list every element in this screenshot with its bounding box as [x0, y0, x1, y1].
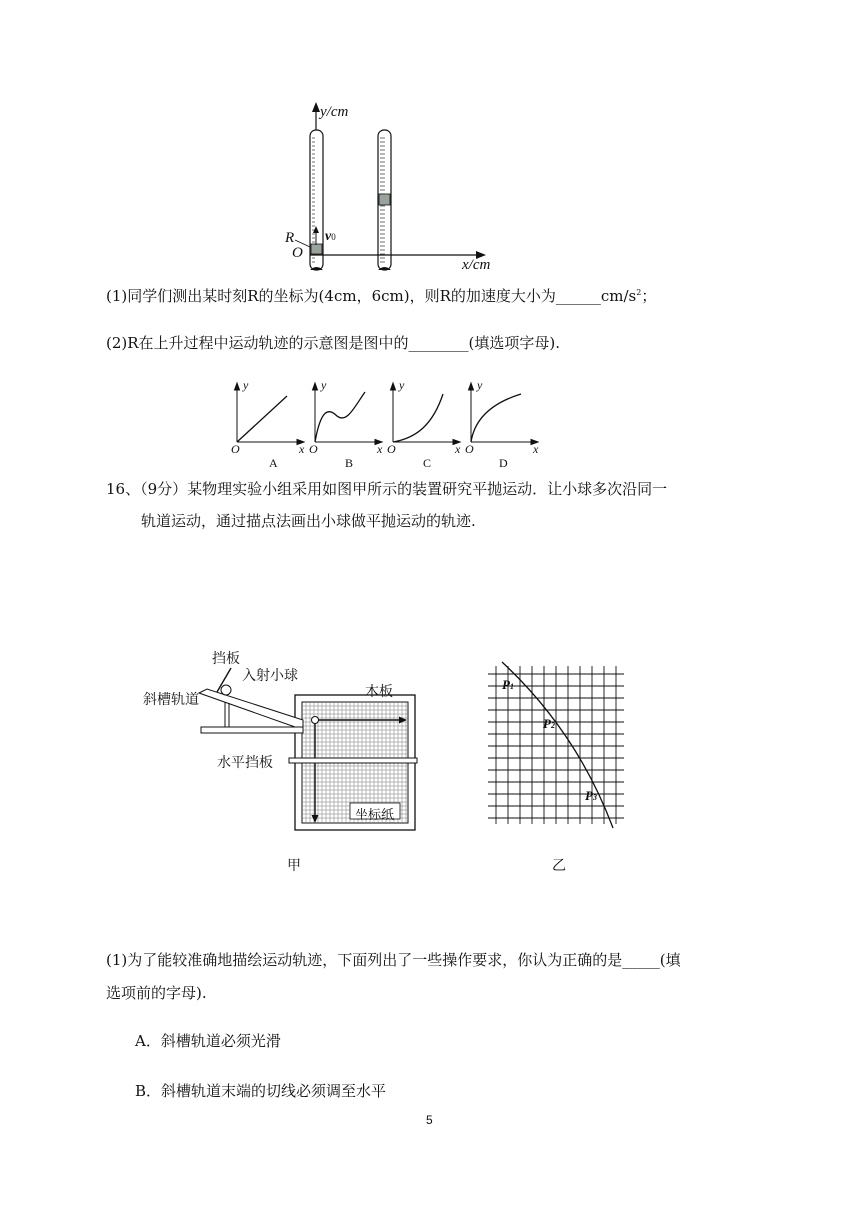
graph-b-y: y [321, 378, 327, 392]
graph-c-x: x [455, 442, 461, 456]
option-a: A．斜槽轨道必须光滑 [135, 1032, 281, 1050]
graph-d-x: x [533, 442, 539, 456]
caption-yi: 乙 [552, 858, 566, 874]
graph-b-origin: O [309, 442, 318, 456]
point-p2: P2 [543, 716, 555, 731]
option-b: B．斜槽轨道末端的切线必须调至水平 [135, 1082, 387, 1100]
velocity-label: v0 [325, 229, 336, 244]
graph-a-origin: O [231, 442, 240, 456]
label-chute: 斜槽轨道 [143, 692, 199, 708]
graph-d-caption: D [499, 456, 508, 470]
graph-d-origin: O [465, 442, 474, 456]
label-coordinate-paper: 坐标纸 [355, 808, 395, 823]
point-r-label: R [285, 230, 295, 246]
graph-b-x: x [377, 442, 383, 456]
origin-label: O [292, 245, 303, 261]
page-number: 5 [426, 1113, 433, 1127]
graph-c-y: y [399, 378, 405, 392]
graph-c-origin: O [387, 442, 396, 456]
point-p3: P3 [585, 788, 597, 803]
q15-part1: (1)同学们测出某时刻R的坐标为(4cm，6cm)，则R的加速度大小为$\_\_\_\_\_\_cm/s^2$； [106, 287, 657, 305]
q16-part1-line2: 选项前的字母). [106, 984, 207, 1002]
graph-a-y: y [243, 378, 249, 392]
caption-jia: 甲 [287, 858, 301, 874]
label-horizontal-baffle: 水平挡板 [217, 755, 273, 771]
graph-c-caption: C [423, 456, 432, 470]
x-axis-label: x/cm [462, 257, 491, 273]
label-board: 木板 [365, 684, 393, 700]
label-incident-ball: 入射小球 [242, 668, 298, 684]
y-axis-label: y/cm [320, 104, 349, 120]
graph-d-y: y [477, 378, 483, 392]
q16-line1: 16、（9分）某物理实验小组采用如图甲所示的装置研究平抛运动．让小球多次沿同一 [106, 480, 668, 498]
graph-a-caption: A [269, 456, 278, 470]
q16-line2: 轨道运动，通过描点法画出小球做平抛运动的轨迹. [141, 512, 476, 530]
tube-figure [270, 100, 510, 280]
graph-a-x: x [299, 442, 305, 456]
graph-b-caption: B [345, 456, 354, 470]
q15-part2: (2)R在上升过程中运动轨迹的示意图是图中的________(填选项字母). [106, 334, 561, 352]
label-baffle: 挡板 [212, 651, 240, 667]
q16-part1-line1: (1)为了能较准确地描绘运动轨迹，下面列出了一些操作要求，你认为正确的是_____(填 [106, 951, 681, 969]
point-p1: P1 [502, 677, 514, 692]
